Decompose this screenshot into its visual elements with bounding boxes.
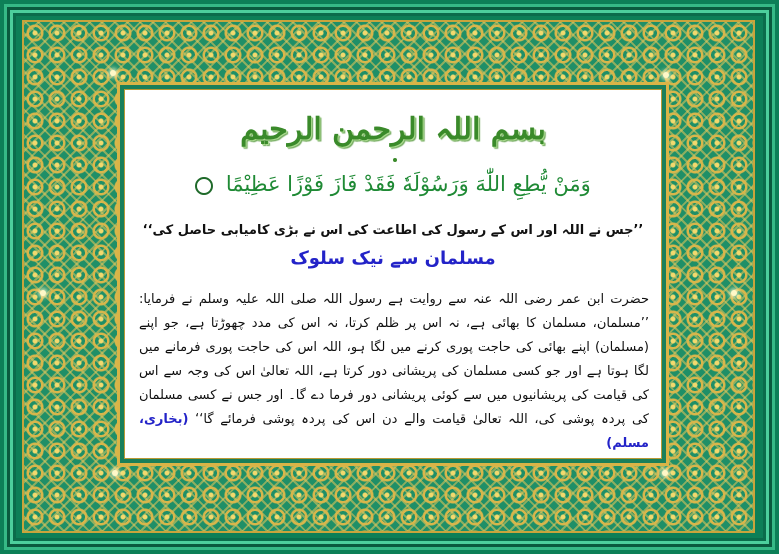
hadith-reference: (بخاری، مسلم) — [139, 412, 649, 451]
sparkle-decoration — [731, 290, 737, 296]
sparkle-decoration — [40, 290, 46, 296]
dot-ornament — [393, 158, 397, 162]
sparkle-decoration — [663, 72, 669, 78]
sparkle-decoration — [112, 470, 118, 476]
hadith-body: حضرت ابن عمر رضی اللہ عنہ سے روایت ہے رسول اللہ صلی اللہ علیہ وسلم نے فرمایا: ’’مسلمان، مسلمان کا بھائی ہے، نہ اس پر ظلم کرتا، نہ اس کی مدد چھوڑتا ہے، جو اپنے (مسلمان) اپنے بھائی کی حاجت پوری کرنے میں لگا ہو، اللہ اس کی حاجت پوری فرمانے میں لگا ہوتا ہے اور جو کسی مسلمان کی پریشانی دور کرتا ہے، اللہ تعالیٰ اس کی وجہ سے اس کی قیامت کی پریشانیوں میں سے کوئی پریشانی دور فرما دے گا۔ اور جس نے کسی مسلمان کی پردہ پوشی کی، اللہ تعالیٰ قیامت والے دن اس کی پردہ پوشی فرمائے گا‘‘ — [139, 292, 650, 427]
section-heading: مسلمان سے نیک سلوک — [290, 248, 496, 269]
ayah-end-icon — [195, 177, 213, 195]
sparkle-decoration — [662, 470, 668, 476]
hadith-text — [139, 288, 649, 456]
sparkle-decoration — [110, 70, 116, 76]
text-panel — [124, 89, 662, 459]
verse-text: وَمَنْ يُّطِعِ اللّٰهَ وَرَسُوْلَهٗ فَقَدْ فَازَ فَوْزًا عَظِيْمًا — [225, 172, 591, 196]
quran-verse — [135, 172, 651, 196]
bismillah-calligraphy: بسم اللہ الرحمن الرحیم — [240, 112, 546, 147]
verse-translation: ’’جس نے اللہ اور اس کے رسول کی اطاعت کی اس نے بڑی کامیابی حاصل کی‘‘ — [142, 223, 644, 238]
